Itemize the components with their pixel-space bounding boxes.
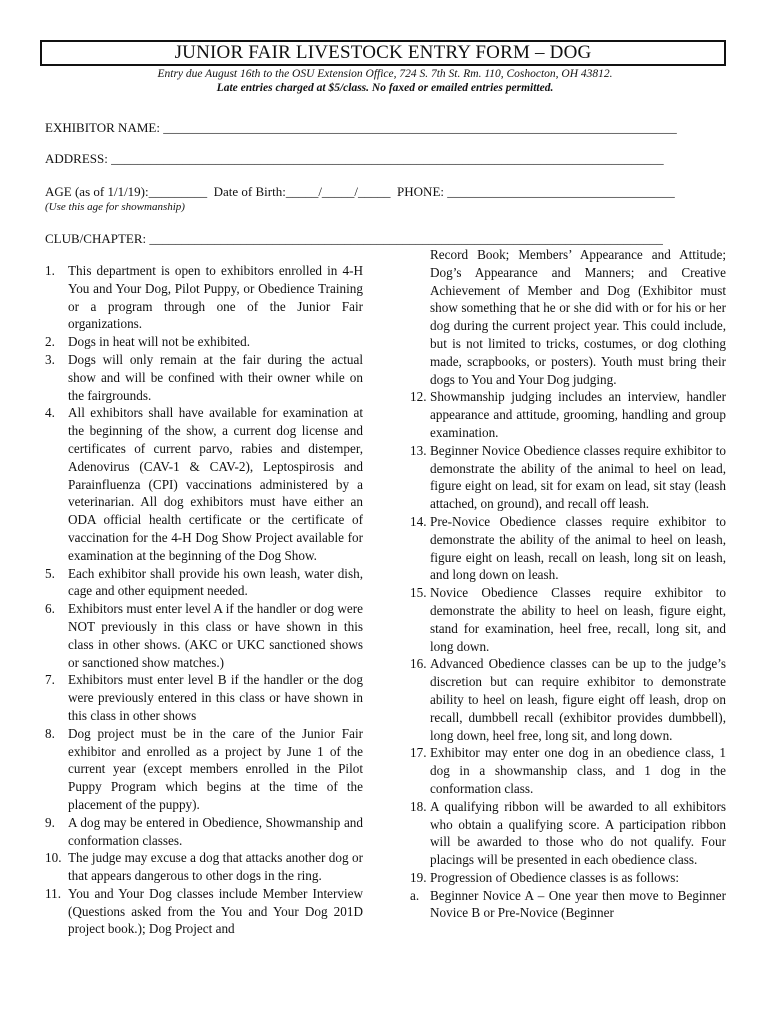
rule-item [45, 262, 363, 333]
rule-item [45, 725, 363, 814]
rule-number: 12. [410, 389, 427, 405]
rule-text: Beginner Novice A – One year then move to Beginner Novice B or Pre-Novice (Beginner [430, 887, 726, 921]
rule-item [410, 584, 726, 655]
rule-text: Dogs will only remain at the fair during the actual show and will be confined with their owner while on the fairgrounds. [68, 351, 363, 403]
rule-item [410, 869, 726, 887]
rule-item [410, 442, 726, 513]
rule-item [410, 798, 726, 869]
rules-right-column [410, 246, 726, 922]
rule-number: 8. [45, 725, 55, 741]
rule-text: Each exhibitor shall provide his own leash, water dish, cage and other equipment needed. [68, 565, 363, 599]
late-fee-note: Late entries charged at $5/class. No faxed or emailed entries permitted. [216, 82, 554, 94]
rules-left-column [45, 262, 363, 938]
rules-list-right [410, 388, 726, 922]
rule-number: 14. [410, 513, 427, 529]
rule-item [45, 814, 363, 850]
rule-item [45, 849, 363, 885]
rule-text: Pre-Novice Obedience classes require exhibitor to demonstrate the ability of the animal to heel on leash, figure eight on leash, recall on leash, long sit on leash, and long down on leash. [430, 513, 726, 583]
rule-number: 3. [45, 351, 55, 367]
rule-item [410, 887, 726, 923]
rule-number: 11. [45, 885, 61, 901]
rule-number: 9. [45, 814, 55, 830]
rule-text: This department is open to exhibitors enrolled in 4-H You and Your Dog, Pilot Puppy, or Obedience Training or a program through one of the Junior Fair organizations. [68, 263, 363, 332]
rule-text: Progression of Obedience classes is as follows: [430, 869, 680, 885]
rule-number: 19. [410, 869, 427, 885]
rule-number: 15. [410, 585, 427, 601]
rule-item [45, 671, 363, 724]
rule-text: Exhibitors must enter level A if the handler or dog were NOT previously in this class or have shown in this class in other shows. (AKC or UKC sanctioned shows or sanctioned show matches.) [68, 601, 363, 670]
rule-text: Dog project must be in the care of the Junior Fair exhibitor and enrolled as a project by June 1 of the current year (except members enrolled in the Pilot Puppy Program which begins at the time of the placement of the puppy). [68, 725, 363, 812]
rule-item [410, 655, 726, 744]
rule-number: 4. [45, 405, 55, 421]
rule-text: All exhibitors shall have available for examination at the beginning of the show, a current dog license and certificates of current parvo, rabies and distemper, Adenovirus (CAV-1 & CAV-2), Leptospirosis and Parainfluenza (CPI) vaccinations administered by a veterinarian. All dog exhibitors must have either an ODA official health certificate or the certificate of vaccination for the 4-H Dog Show Project available for examination at the beginning of the Dog Show. [68, 405, 363, 563]
rule-text: You and Your Dog classes include Member Interview (Questions asked from the You and Your Dog 201D project book.); Dog Project and [68, 885, 363, 937]
due-date-note: Entry due August 16th to the OSU Extension Office, 724 S. 7th St. Rm. 110, Coshocton, OH 43812. [157, 68, 613, 80]
rule-item [45, 333, 363, 351]
rule-number: 7. [45, 672, 55, 688]
rule-number: 17. [410, 745, 427, 761]
rule-item [410, 513, 726, 584]
rule-item [410, 388, 726, 441]
rule-number: 1. [45, 263, 55, 278]
rule-text: A qualifying ribbon will be awarded to all exhibitors who obtain a qualifying score. A participation ribbon will be awarded to those who do not qualify. Four placings will be presented in each obedience class. [430, 798, 726, 868]
rules-list-left [45, 262, 363, 938]
rule-item [45, 600, 363, 671]
rule-text: Exhibitor may enter one dog in an obedience class, 1 dog in a showmanship class, and 1 dog in the conformation class. [430, 745, 726, 796]
rule-item [45, 565, 363, 601]
rule-item [45, 351, 363, 404]
rule-number: 16. [410, 656, 427, 672]
rule-text: Dogs in heat will not be exhibited. [68, 334, 251, 350]
rule-text: Showmanship judging includes an interview, handler appearance and attitude, grooming, handling and group examination. [430, 389, 726, 440]
rule-item [410, 744, 726, 797]
age-note: (Use this age for showmanship) [45, 201, 185, 213]
rule-item [45, 404, 363, 564]
rule-text: Exhibitors must enter level B if the handler or the dog were previously entered in this class or have shown in this class in other shows [68, 672, 363, 723]
club-chapter-field[interactable]: CLUB/CHAPTER: _______________________________________________________________________________ [45, 231, 663, 246]
exhibitor-name-field[interactable]: EXHIBITOR NAME: _______________________________________________________________________________ [45, 120, 677, 135]
rule-text: Beginner Novice Obedience classes require exhibitor to demonstrate the ability of the animal to heel on lead, figure eight on lead, sit for exam on lead, sit stay (leash attached, on ground), and recall off leash. [430, 442, 726, 512]
age-dob-phone-field[interactable]: AGE (as of 1/1/19):_________ Date of Birth:_____/_____/_____ PHONE: ___________________________________ [45, 184, 675, 199]
rule-number: 6. [45, 601, 55, 617]
rule-number: 10. [45, 850, 62, 866]
rule-text: The judge may excuse a dog that attacks another dog or that appears dangerous to other dogs in the ring. [68, 850, 363, 884]
rule-text: A dog may be entered in Obedience, Showmanship and conformation classes. [68, 814, 363, 848]
rule-text: Advanced Obedience classes can be up to the judge’s discretion but can require exhibitor to demonstrate ability to heel on leash, figure eight off leash, drop on recall, dumbbell recall (exhibitor provides dumbbell), long down, heel free, long sit, and long down. [430, 656, 726, 743]
rule-number: 2. [45, 334, 55, 350]
address-field[interactable]: ADDRESS: _____________________________________________________________________________________ [45, 151, 664, 166]
rule-text: Novice Obedience Classes require exhibitor to demonstrate the ability to heel on leash, figure eight, stand for examination, heel free, recall, long sit, and long down. [430, 585, 726, 654]
rule-number: 5. [45, 565, 55, 581]
rule-item [45, 885, 363, 938]
form-title: JUNIOR FAIR LIVESTOCK ENTRY FORM – DOG [40, 40, 726, 66]
rule-number: a. [410, 887, 420, 903]
rule-11-continuation: Record Book; Members’ Appearance and Attitude; Dog’s Appearance and Manners; and Creative Achievement of Member and Dog (Exhibitor must show something that he or she did with or for his or her dog during the current project year. This could include, but is not limited to tricks, costumes, or dog clothing made, scrapbooks, or posters). Youth must bring their dogs to You and Your Dog judging. [430, 247, 726, 387]
rule-number: 13. [410, 442, 427, 458]
rule-number: 18. [410, 798, 427, 814]
